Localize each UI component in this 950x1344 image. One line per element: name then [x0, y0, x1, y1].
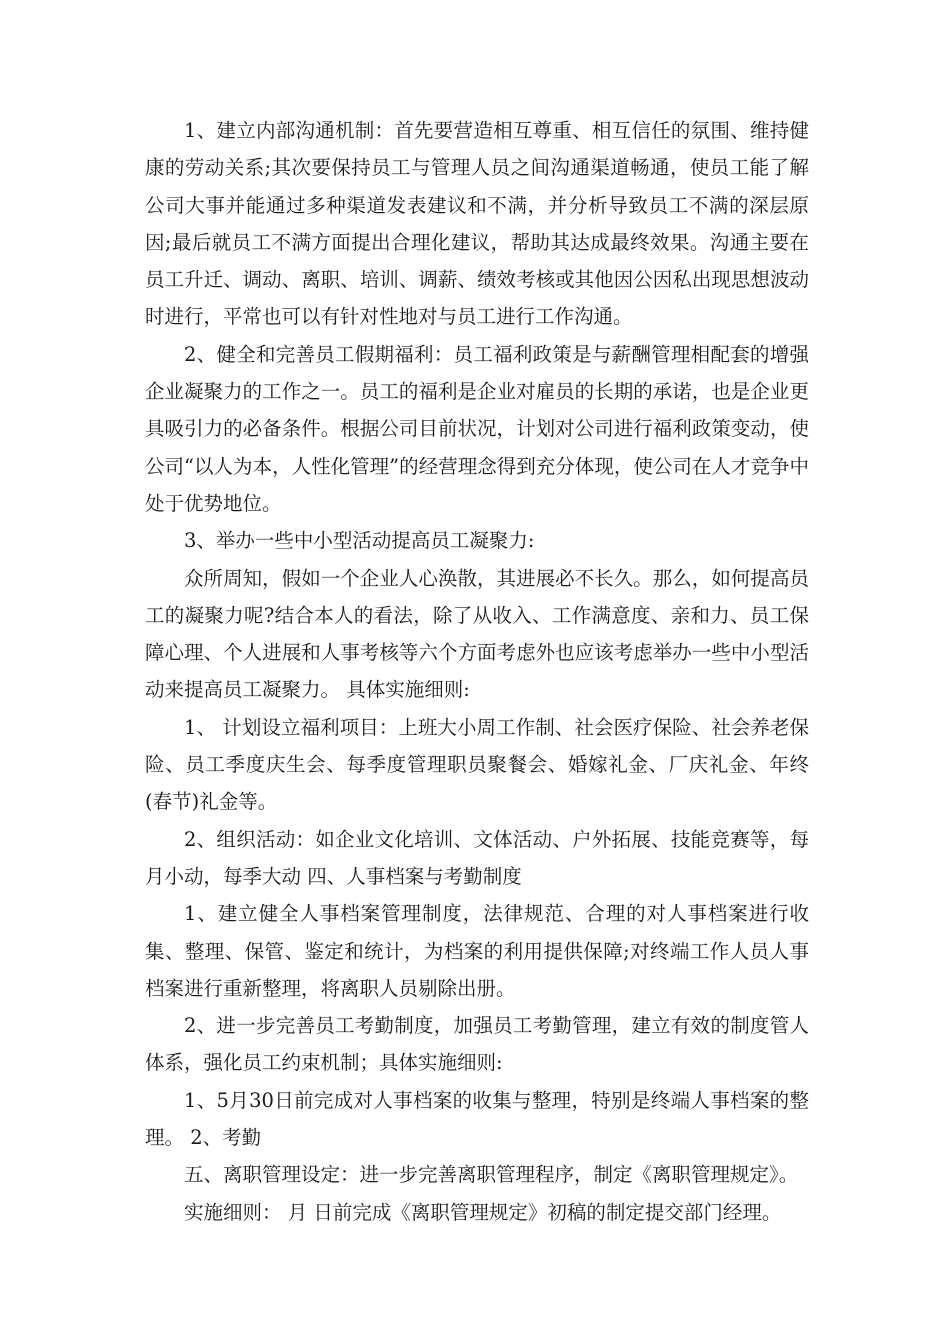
paragraph-archive-deadline: 1、5月30日前完成对人事档案的收集与整理，特别是终端人事档案的整理。 2、考勤: [145, 1088, 809, 1150]
paragraph-organize-activities: 2、组织活动：如企业文化培训、文体活动、户外拓展、技能竞赛等，每月小动，每季大动 四、人事档案与考勤制度: [145, 827, 809, 888]
paragraph-resignation-management: 五、离职管理设定：进一步完善离职管理程序，制定《离职管理规定》。: [184, 1163, 799, 1187]
paragraph-welfare-items: 1、 计划设立福利项目：上班大小周工作制、社会医疗保险、社会养老保险、员工季度庆生会、每季度管理职员聚餐会、婚嫁礼金、厂庆礼金、年终(春节)礼金等。: [145, 715, 809, 814]
paragraph-activities-heading: 3、举办一些中小型活动提高员工凝聚力:: [184, 529, 535, 553]
paragraph-cohesion: 众所周知，假如一个企业人心涣散，其进展必不长久。那么，如何提高员工的凝聚力呢?结合本人的看法，除了从收入、工作满意度、亲和力、员工保障心理、个人进展和人事考核等六个方面考虑外也应该考虑举办一些中小型活动来提高员工凝聚力。 具体实施细则:: [145, 566, 809, 702]
paragraph-implementation-details: 实施细则： 月 日前完成《离职管理规定》初稿的制定提交部门经理。: [184, 1200, 782, 1224]
paragraph-internal-communication: 1、建立内部沟通机制：首先要营造相互尊重、相互信任的氛围、维持健康的劳动关系;其次要保持员工与管理人员之间沟通渠道畅通，使员工能了解公司大事并能通过多种渠道发表建议和不满，并分析导致员工不满的深层原因;最后就员工不满方面提出合理化建议，帮助其达成最终效果。沟通主要在员工升迁、调动、离职、培训、调薪、绩效考核或其他因公因私出现思想波动时进行，平常也可以有针对性地对与员工进行工作沟通。: [145, 119, 809, 329]
paragraph-holiday-welfare: 2、健全和完善员工假期福利：员工福利政策是与薪酬管理相配套的增强企业凝聚力的工作之一。员工的福利是企业对雇员的长期的承诺，也是企业更具吸引力的必备条件。根据公司目前状况，计划对公司进行福利政策变动，使公司“以人为本，人性化管理”的经营理念得到充分体现，使公司在人才竞争中处于优势地位。: [145, 342, 809, 515]
paragraph-archive-system: 1、建立健全人事档案管理制度，法律规范、合理的对人事档案进行收集、整理、保管、鉴定和统计，为档案的利用提供保障;对终端工作人员人事档案进行重新整理，将离职人员剔除出册。: [145, 902, 809, 1000]
paragraph-attendance-system: 2、进一步完善员工考勤制度，加强员工考勤管理，建立有效的制度管人体系，强化员工约束机制；具体实施细则:: [145, 1014, 809, 1075]
document-body: [145, 112, 809, 1231]
